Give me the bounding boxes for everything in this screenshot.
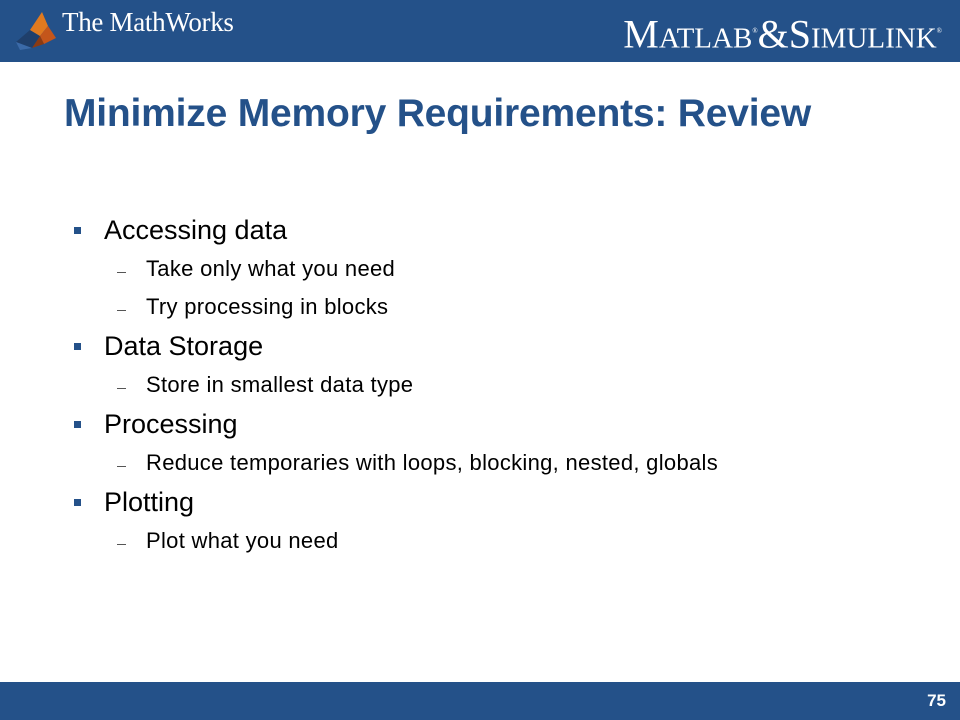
bullet-label: Data Storage	[104, 330, 264, 361]
logo-imulink: IMULINK	[811, 22, 937, 55]
bullet-item	[74, 482, 934, 522]
bullet-group-plotting	[74, 482, 934, 560]
sub-bullet-label: Plot what you need	[146, 528, 339, 553]
square-bullet-icon	[74, 499, 81, 506]
bullet-group-accessing-data	[74, 210, 934, 326]
header-bar	[0, 0, 960, 62]
logo-letter-s: S	[788, 11, 812, 57]
bullet-list	[74, 210, 934, 560]
bullet-item	[74, 326, 934, 366]
dash-bullet-icon	[117, 388, 126, 389]
dash-bullet-icon	[117, 272, 126, 273]
dash-bullet-icon	[117, 310, 126, 311]
sub-bullet-item	[74, 444, 934, 482]
dash-bullet-icon	[117, 466, 126, 467]
bullet-label: Plotting	[104, 486, 195, 517]
logo-letter-m: M	[623, 11, 659, 57]
footer-bar	[0, 682, 960, 720]
mathworks-logo	[14, 6, 234, 56]
bullet-label: Accessing data	[104, 214, 288, 245]
sub-bullet-item	[74, 250, 934, 288]
slide-title: Minimize Memory Requirements: Review	[64, 92, 811, 135]
sub-bullet-item	[74, 288, 934, 326]
square-bullet-icon	[74, 421, 81, 428]
page-number: 75	[927, 691, 946, 710]
sub-bullet-label: Try processing in blocks	[146, 294, 389, 319]
sub-bullet-item	[74, 366, 934, 404]
company-name: The MathWorks	[62, 6, 234, 37]
square-bullet-icon	[74, 343, 81, 350]
matlab-simulink-logo	[623, 9, 942, 60]
logo-ampersand: &	[757, 11, 789, 57]
dash-bullet-icon	[117, 544, 126, 545]
bullet-group-processing	[74, 404, 934, 482]
bullet-item	[74, 404, 934, 444]
membrane-icon	[14, 8, 58, 54]
sub-bullet-label: Store in smallest data type	[146, 372, 414, 397]
logo-atlab: ATLAB	[658, 22, 753, 55]
bullet-group-data-storage	[74, 326, 934, 404]
sub-bullet-label: Reduce temporaries with loops, blocking, nested, globals	[146, 450, 718, 475]
bullet-item	[74, 210, 934, 250]
bullet-label: Processing	[104, 408, 238, 439]
sub-bullet-item	[74, 522, 934, 560]
square-bullet-icon	[74, 227, 81, 234]
sub-bullet-label: Take only what you need	[146, 256, 396, 281]
logo-reg-mark-1: ®	[752, 27, 758, 35]
logo-reg-mark-2: ®	[936, 27, 942, 35]
